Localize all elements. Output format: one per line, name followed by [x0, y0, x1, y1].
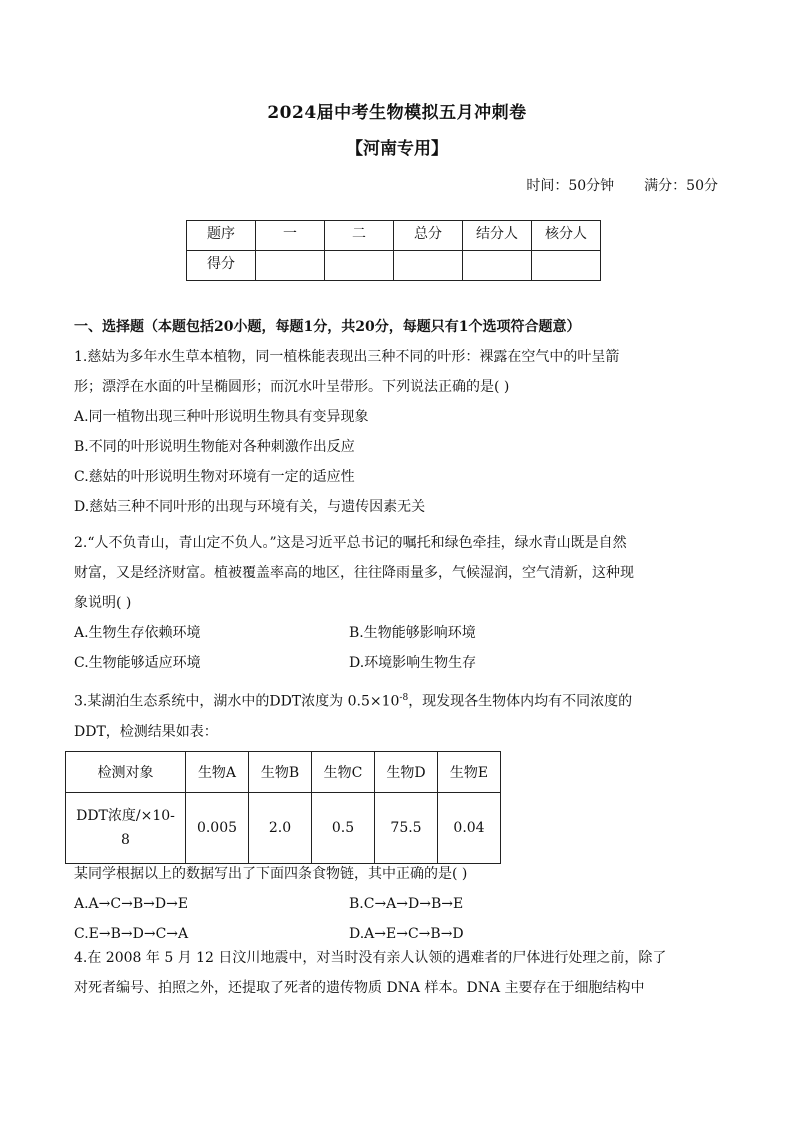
q3-option-c: C.E→B→D→C→A [74, 926, 189, 942]
q4-stem-line: 对死者编号、拍照之外，还提取了死者的遗传物质 DNA 样本。DNA 主要存在于细胞结构中 [74, 980, 645, 996]
exam-meta [526, 175, 718, 195]
q3-stem-text: ，现发现各生物体内均有不同浓度的 [408, 693, 633, 710]
score-header-cell: 题序 [187, 221, 256, 251]
ddt-header-cell: 生物E [438, 752, 501, 793]
question-3-stem [74, 683, 722, 747]
q3-stem-line: DDT，检测结果如表： [74, 723, 218, 740]
q3-stem-text: 3.某湖泊生态系统中，湖水中的DDT浓度为 0.5×10 [74, 693, 400, 710]
score-table-header-row [187, 221, 601, 251]
ddt-value-cell: 0.5 [312, 793, 375, 864]
score-header-cell: 核分人 [532, 221, 601, 251]
score-cell [532, 251, 601, 281]
question-3-options [74, 859, 722, 949]
score-cell [463, 251, 532, 281]
score-cell [256, 251, 325, 281]
q3-option-d: D.A→E→C→B→D [349, 926, 464, 942]
ddt-header-cell: 生物C [312, 752, 375, 793]
q1-option-b: B.不同的叶形说明生物能对各种刺激作出反应 [74, 439, 355, 455]
score-header-cell: 二 [325, 221, 394, 251]
ddt-table [65, 751, 501, 864]
q2-stem-line: 财富，又是经济财富。植被覆盖率高的地区，往往降雨量多，气候湿润，空气清新，这种现 [74, 565, 634, 581]
q1-option-a: A.同一植物出现三种叶形说明生物具有变异现象 [74, 409, 369, 425]
page-title: 2024届中考生物模拟五月冲刺卷 [267, 103, 527, 123]
q3-option-a: A.A→C→B→D→E [74, 896, 189, 912]
q1-option-d: D.慈姑三种不同叶形的出现与环境有关，与遗传因素无关 [74, 499, 426, 515]
score-table [186, 220, 601, 281]
time-limit: 时间：50分钟 [526, 178, 615, 194]
question-2 [74, 528, 722, 678]
q4-stem-line: 4.在 2008 年 5 月 12 日汶川地震中，对当时没有亲人认领的遇难者的尸体进行处理之前，除了 [74, 950, 667, 966]
q2-stem-line: 象说明( ) [74, 595, 132, 611]
q2-option-c: C.生物能够适应环境 [74, 655, 201, 671]
page-subtitle: 【河南专用】 [346, 139, 448, 159]
ddt-value-cell: 0.005 [186, 793, 249, 864]
q3-stem-line [74, 683, 722, 717]
q2-options-row [74, 618, 722, 648]
score-cell [325, 251, 394, 281]
q3-option-b: B.C→A→D→B→E [349, 896, 464, 912]
q2-option-a: A.生物生存依赖环境 [74, 625, 201, 641]
q2-options-row [74, 648, 722, 678]
score-cell [394, 251, 463, 281]
q1-option-c: C.慈姑的叶形说明生物对环境有一定的适应性 [74, 469, 355, 485]
ddt-value-row [66, 793, 501, 864]
q2-option-b: B.生物能够影响环境 [349, 625, 476, 641]
q1-stem-line: 形；漂浮在水面的叶呈椭圆形；而沉水叶呈带形。下列说法正确的是( ) [74, 379, 510, 395]
q3-exponent: -8 [399, 693, 409, 703]
ddt-header-cell: 生物A [186, 752, 249, 793]
ddt-header-cell: 生物D [375, 752, 438, 793]
q3-prompt: 某同学根据以上的数据写出了下面四条食物链，其中正确的是( ) [74, 866, 468, 882]
ddt-header-row [66, 752, 501, 793]
question-1 [74, 342, 722, 522]
q2-stem-line: 2.“人不负青山，青山定不负人。”这是习近平总书记的嘱托和绿色牵挂，绿水青山既是自然 [74, 535, 627, 551]
score-table-value-row [187, 251, 601, 281]
ddt-value-cell: 75.5 [375, 793, 438, 864]
q1-stem-line: 1.慈姑为多年水生草本植物，同一植株能表现出三种不同的叶形：裸露在空气中的叶呈箭 [74, 349, 620, 365]
score-row-label: 得分 [187, 251, 256, 281]
q2-option-d: D.环境影响生物生存 [349, 655, 477, 671]
ddt-value-cell: 2.0 [249, 793, 312, 864]
q3-options-row [74, 889, 722, 919]
question-4 [74, 943, 722, 1003]
ddt-row-label: DDT浓度/×10-8 [66, 793, 186, 864]
ddt-value-cell: 0.04 [438, 793, 501, 864]
ddt-header-cell: 检测对象 [66, 752, 186, 793]
full-score: 满分：50分 [644, 178, 718, 194]
section-heading: 一、选择题（本题包括20小题，每题1分，共20分，每题只有1个选项符合题意） [74, 319, 581, 335]
score-header-cell: 结分人 [463, 221, 532, 251]
score-header-cell: 一 [256, 221, 325, 251]
ddt-header-cell: 生物B [249, 752, 312, 793]
score-header-cell: 总分 [394, 221, 463, 251]
